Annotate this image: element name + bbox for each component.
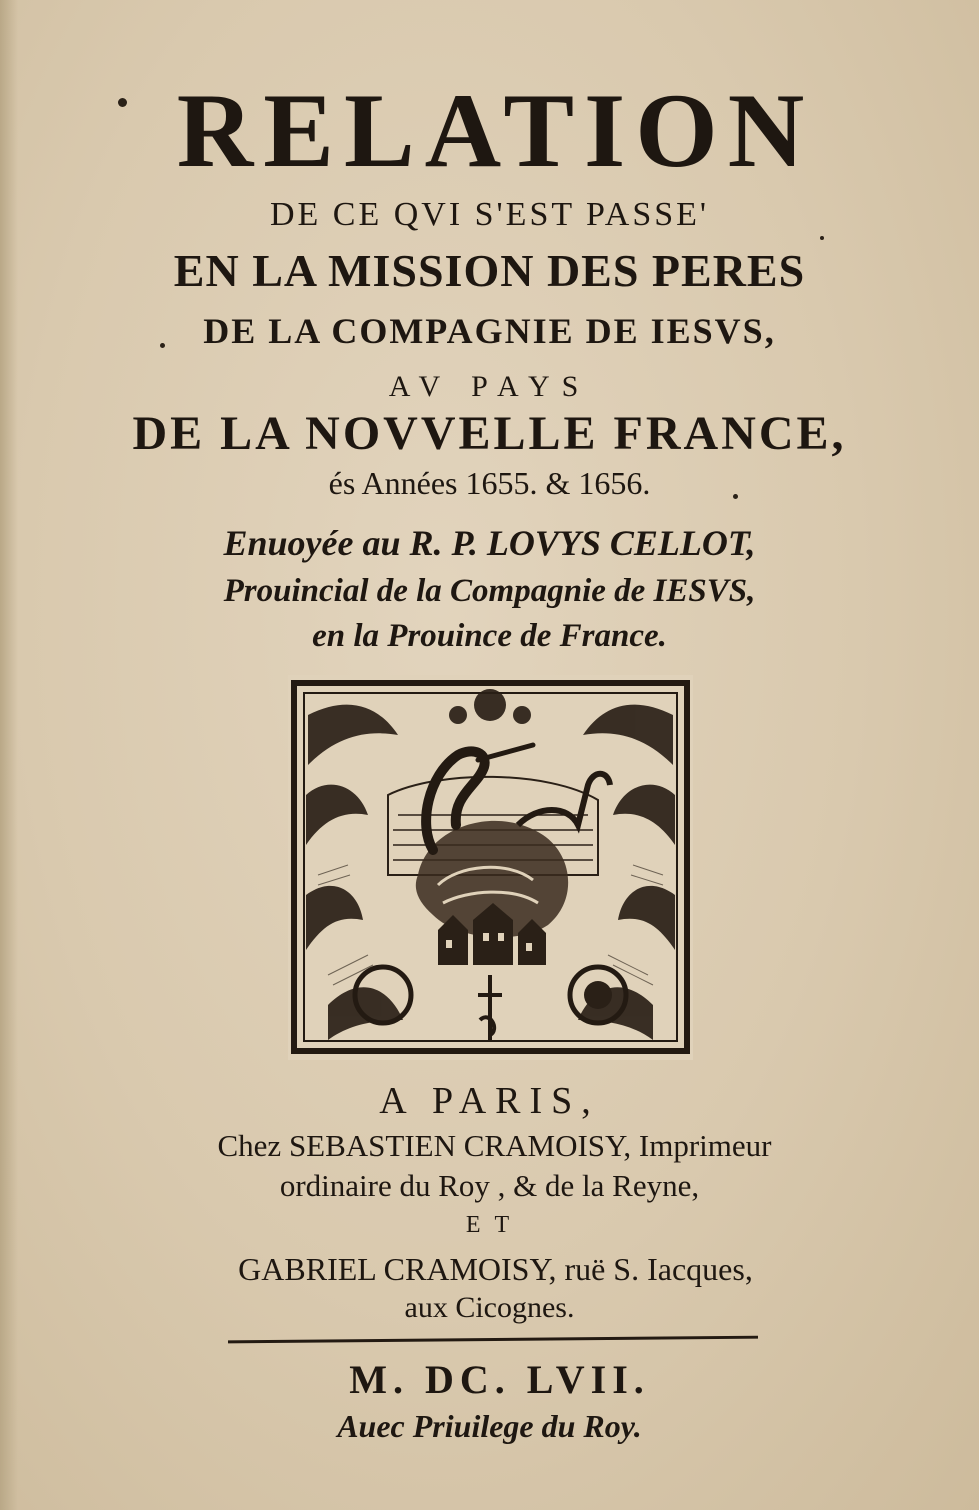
ink-speck — [733, 494, 738, 499]
imprint-conjunction: ET — [465, 1212, 524, 1238]
subtitle-line-5: DE LA NOVVELLE FRANCE, — [132, 407, 847, 460]
horizontal-rule — [228, 1336, 758, 1344]
imprint-printer-1: Chez SEBASTIEN CRAMOISY, Imprimeur — [217, 1128, 772, 1163]
printers-device-storks-woodcut-icon — [288, 675, 693, 1060]
royal-privilege: Auec Priuilege du Roy. — [337, 1408, 642, 1444]
imprint-printer-2: GABRIEL CRAMOISY, ruë S. Iacques, — [238, 1251, 753, 1287]
imprint-sign: aux Cicognes. — [404, 1291, 575, 1324]
subtitle-line-2: EN LA MISSION DES PERES — [173, 245, 806, 296]
dedication-line-3: en la Prouince de France. — [312, 618, 667, 654]
ink-speck — [160, 343, 165, 348]
ink-speck — [118, 98, 127, 107]
imprint-place: A PARIS, — [379, 1080, 600, 1122]
publication-year: M. DC. LVII. — [349, 1357, 650, 1402]
subtitle-years: és Années 1655. & 1656. — [328, 465, 651, 501]
subtitle-line-3: DE LA COMPAGNIE DE IESVS, — [203, 311, 776, 351]
imprint-printer-title: ordinaire du Roy , & de la Reyne, — [279, 1168, 700, 1203]
dedication-line-2: Prouincial de la Compagnie de IESVS, — [223, 573, 756, 609]
dedication-line-1: Enuoyée au R. P. LOVYS CELLOT, — [223, 523, 756, 563]
subtitle-line-4: AV PAYS — [388, 370, 591, 403]
ink-speck — [820, 236, 824, 240]
subtitle-line-1: DE CE QVI S'EST PASSE' — [269, 196, 710, 233]
book-title: RELATION — [176, 72, 815, 189]
